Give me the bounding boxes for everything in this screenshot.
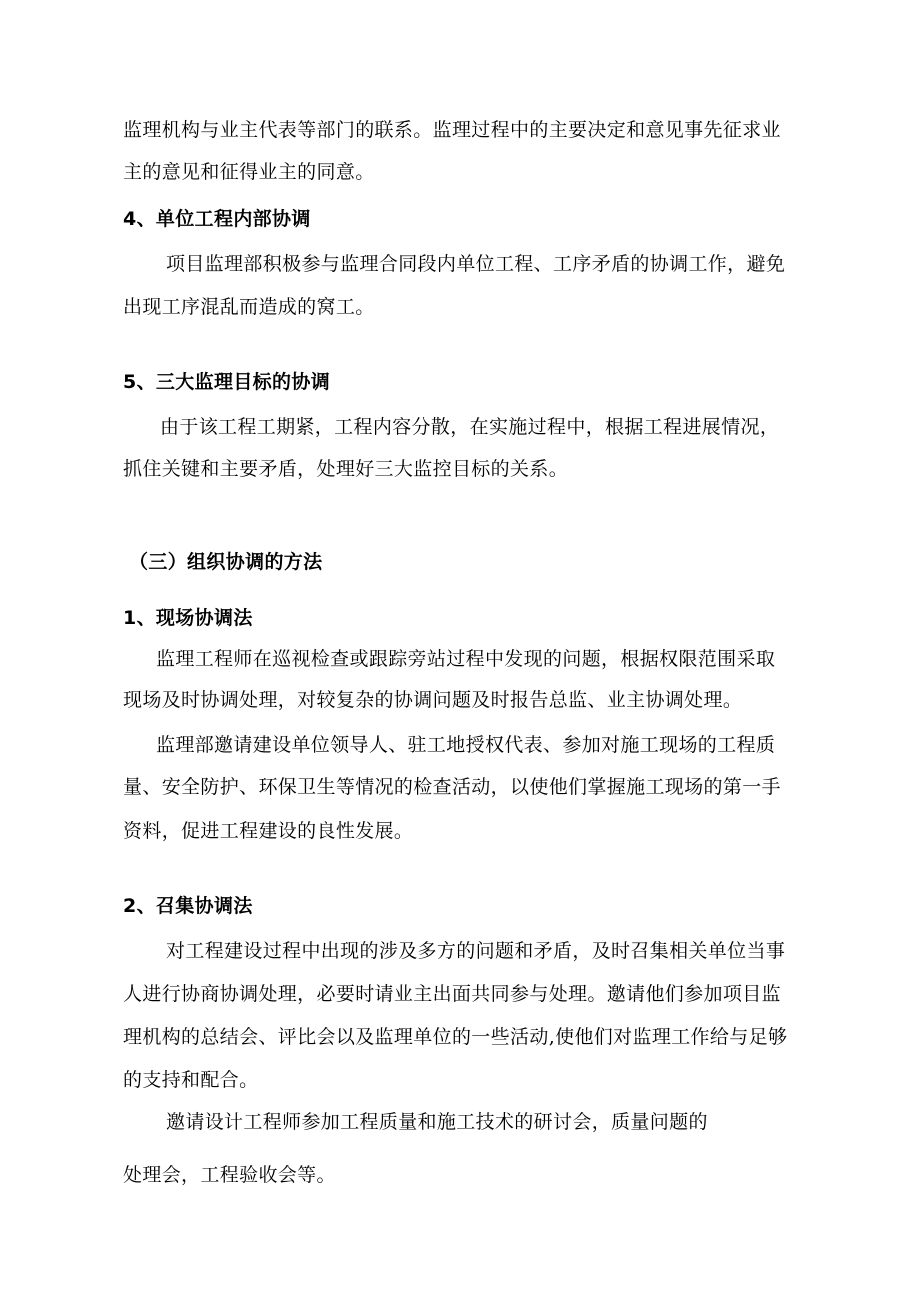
section-heading: 4、单位工程内部协调	[123, 208, 311, 230]
section-heading: 1、现场协调法	[123, 607, 253, 629]
paragraph-line: 项目监理部积极参与监理合同段内单位工程、工序矛盾的协调工作，避免	[166, 253, 786, 275]
paragraph-line: 监理工程师在巡视检查或跟踪旁站过程中发现的问题，根据权限范围采取	[156, 648, 776, 670]
section-heading: 2、召集协调法	[123, 895, 253, 917]
paragraph-line: 人进行协商协调处理，必要时请业主出面共同参与处理。邀请他们参加项目监	[123, 983, 781, 1005]
paragraph-line: 资料，促进工程建设的良性发展。	[123, 820, 414, 842]
paragraph-line: 监理部邀请建设单位领导人、驻工地授权代表、参加对施工现场的工程质	[156, 734, 776, 756]
paragraph-line: 出现工序混乱而造成的窝工。	[123, 296, 375, 318]
paragraph-line: 由于该工程工期紧，工程内容分散，在实施过程中，根据工程进展情况，	[160, 416, 780, 438]
paragraph-line: 邀请设计工程师参加工程质量和施工技术的研讨会，质量问题的	[166, 1111, 708, 1133]
paragraph-line: 现场及时协调处理，对较复杂的协调问题及时报告总监、业主协调处理。	[123, 689, 743, 711]
paragraph-line: 对工程建设过程中出现的涉及多方的问题和矛盾，及时召集相关单位当事	[166, 940, 786, 962]
section-heading: 5、三大监理目标的协调	[123, 371, 331, 393]
paragraph-line: 的支持和配合。	[123, 1069, 259, 1091]
paragraph-line: 处理会，工程验收会等。	[123, 1164, 336, 1186]
subsection-heading: （三）组织协调的方法	[129, 551, 323, 573]
paragraph-line: 监理机构与业主代表等部门的联系。监理过程中的主要决定和意见事先征求业	[123, 119, 781, 141]
paragraph-line: 量、安全防护、环保卫生等情况的检查活动，以使他们掌握施工现场的第一手	[123, 776, 781, 798]
paragraph-line: 理机构的总结会、评比会以及监理单位的一些活动,使他们对监理工作给与足够	[123, 1026, 788, 1048]
paragraph-line: 主的意见和征得业主的同意。	[123, 161, 375, 183]
paragraph-line: 抓住关键和主要矛盾，处理好三大监控目标的关系。	[123, 458, 569, 480]
